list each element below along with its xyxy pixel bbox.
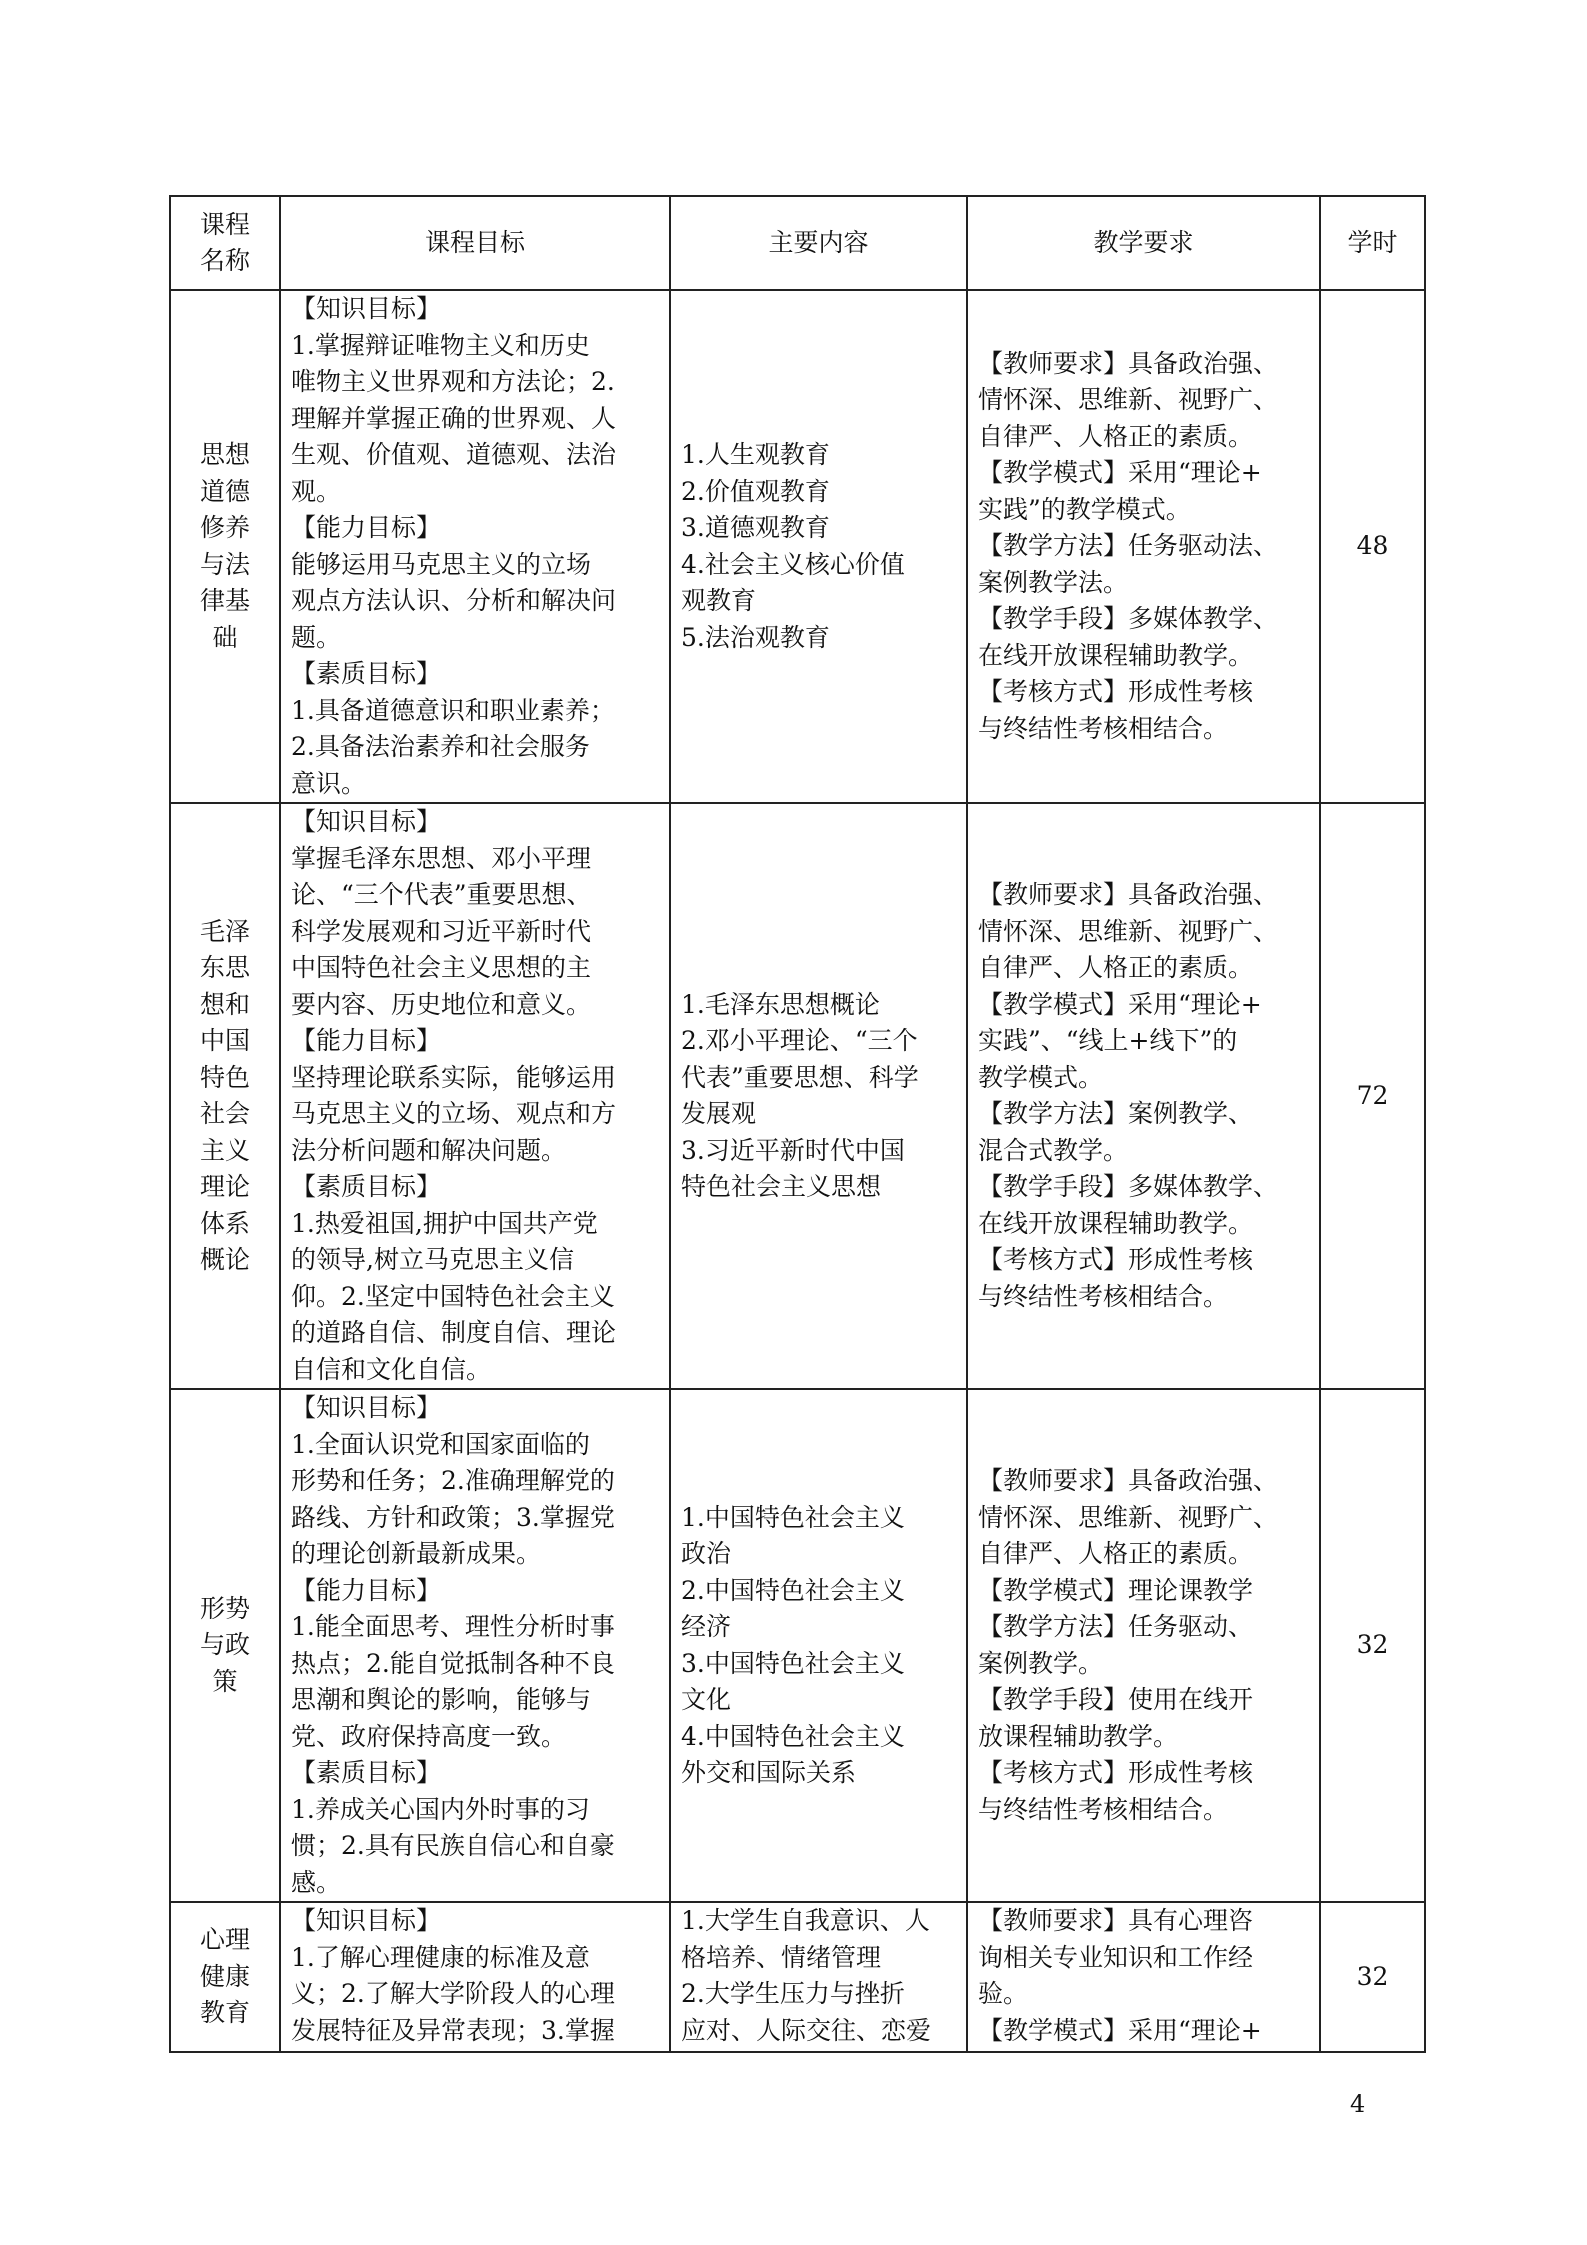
header-course-goal: 课程目标	[280, 196, 670, 290]
text-line: 4.中国特色社会主义	[681, 1721, 905, 1751]
text-line: 自律严、人格正的素质。	[978, 421, 1254, 451]
text-line: 1.了解心理健康的标准及意	[291, 1942, 590, 1972]
text-line: 经济	[681, 1612, 732, 1641]
text-line: 【能力目标】	[291, 1575, 442, 1605]
text-line: 【教师要求】具备政治强、	[978, 1466, 1279, 1495]
main-content-cell	[670, 803, 967, 1389]
text-line: 案例教学法。	[978, 567, 1129, 597]
text-line: 询相关专业知识和工作经	[978, 1942, 1254, 1972]
hours-cell: 32	[1320, 1389, 1425, 1902]
text-line: 【考核方式】形成性考核	[978, 677, 1254, 707]
text-line: 在线开放课程辅助教学。	[978, 1208, 1254, 1238]
text-line: 【考核方式】形成性考核	[978, 1758, 1254, 1787]
text-line: 【教学模式】采用“理论+	[978, 989, 1262, 1019]
text-line: 2.邓小平理论、“三个	[681, 1026, 918, 1055]
text-line: 1.人生观教育	[681, 440, 830, 469]
teaching-requirements-cell	[967, 1389, 1320, 1902]
text-line: 观点方法认识、分析和解决问	[291, 586, 617, 615]
text-line: 放课程辅助教学。	[978, 1721, 1179, 1751]
text-line: 【教学模式】采用“理论+	[978, 458, 1262, 488]
page-number: 4	[1350, 2090, 1366, 2118]
text-line: 1.毛泽东思想概论	[681, 989, 880, 1019]
hours-cell: 48	[1320, 290, 1425, 803]
main-content-cell	[670, 290, 967, 803]
text-line: 热点；2.能自觉抵制各种不良	[291, 1648, 615, 1678]
course-name-cell: 心理健康教育	[170, 1902, 280, 2052]
text-line: 【教学方法】任务驱动、	[978, 1612, 1254, 1641]
text-line: 3.道德观教育	[681, 513, 830, 542]
text-line: 1.具备道德意识和职业素养；	[291, 695, 615, 725]
text-line: 形势和任务；2.准确理解党的	[291, 1466, 615, 1495]
course-goal-cell	[280, 803, 670, 1389]
text-line: 1.掌握辩证唯物主义和历史	[291, 330, 590, 360]
text-line: 【素质目标】	[291, 1758, 442, 1787]
text-line: 论、“三个代表”重要思想、	[291, 880, 592, 909]
text-line: 【教学模式】理论课教学	[978, 1575, 1254, 1605]
text-line: 混合式教学。	[978, 1135, 1129, 1165]
text-line: 情怀深、思维新、视野广、	[978, 916, 1279, 946]
text-line: 发展观	[681, 1099, 757, 1128]
text-line: 党、政府保持高度一致。	[291, 1721, 567, 1751]
text-line: 仰。2.坚定中国特色社会主义	[291, 1281, 615, 1311]
text-line: 在线开放课程辅助教学。	[978, 640, 1254, 670]
text-line: 3.习近平新时代中国	[681, 1135, 905, 1165]
hours-cell: 72	[1320, 803, 1425, 1389]
text-line: 1.中国特色社会主义	[681, 1502, 905, 1532]
header-hours: 学时	[1320, 196, 1425, 290]
text-line: 1.大学生自我意识、人	[681, 1906, 930, 1935]
text-line: 【教学手段】多媒体教学、	[978, 604, 1279, 634]
text-line: 2.中国特色社会主义	[681, 1575, 905, 1605]
text-line: 要内容、历史地位和意义。	[291, 989, 592, 1019]
text-line: 【知识目标】	[291, 1906, 442, 1935]
text-line: 【能力目标】	[291, 513, 442, 542]
course-name-cell: 思想道德修养与法律基础	[170, 290, 280, 803]
teaching-requirements-cell	[967, 290, 1320, 803]
table-header-row	[170, 196, 1425, 290]
text-line: 观。	[291, 476, 342, 506]
text-line: 外交和国际关系	[681, 1758, 857, 1787]
text-line: 题。	[291, 622, 342, 652]
header-course-name: 课程名称	[170, 196, 280, 290]
text-line: 与终结性考核相结合。	[978, 1281, 1229, 1311]
text-line: 义；2.了解大学阶段人的心理	[291, 1979, 615, 2008]
table-row	[170, 1902, 1425, 2052]
text-line: 应对、人际交往、恋爱	[681, 2015, 932, 2045]
text-line: 案例教学。	[978, 1648, 1104, 1678]
header-teaching-requirements: 教学要求	[967, 196, 1320, 290]
text-line: 4.社会主义核心价值	[681, 549, 905, 579]
main-content-cell	[670, 1389, 967, 1902]
text-line: 情怀深、思维新、视野广、	[978, 385, 1279, 415]
text-line: 验。	[978, 1979, 1029, 2008]
course-name-cell: 形势与政策	[170, 1389, 280, 1902]
table-row	[170, 803, 1425, 1389]
text-line: 的领导,树立马克思主义信	[291, 1245, 574, 1274]
main-content-cell	[670, 1902, 967, 2052]
hours-cell: 32	[1320, 1902, 1425, 2052]
text-line: 【教学手段】使用在线开	[978, 1685, 1254, 1714]
text-line: 法分析问题和解决问题。	[291, 1135, 567, 1165]
text-line: 【教师要求】具有心理咨	[978, 1906, 1254, 1935]
text-line: 科学发展观和习近平新时代	[291, 916, 592, 946]
text-line: 的道路自信、制度自信、理论	[291, 1318, 617, 1347]
text-line: 2.大学生压力与挫折	[681, 1979, 905, 2008]
text-line: 2.具备法治素养和社会服务	[291, 732, 590, 761]
text-line: 1.热爱祖国,拥护中国共产党	[291, 1208, 598, 1238]
text-line: 观教育	[681, 586, 757, 615]
text-line: 中国特色社会主义思想的主	[291, 953, 592, 982]
text-line: 政治	[681, 1539, 732, 1568]
text-line: 格培养、情绪管理	[681, 1942, 882, 1972]
table-row	[170, 1389, 1425, 1902]
course-goal-cell	[280, 1902, 670, 2052]
text-line: 马克思主义的立场、观点和方	[291, 1099, 617, 1128]
text-line: 实践”的教学模式。	[978, 494, 1191, 524]
course-table	[169, 195, 1426, 2053]
text-line: 自律严、人格正的素质。	[978, 953, 1254, 982]
text-line: 感。	[291, 1867, 342, 1897]
teaching-requirements-cell	[967, 1902, 1320, 2052]
text-line: 与终结性考核相结合。	[978, 713, 1229, 743]
text-line: 掌握毛泽东思想、邓小平理	[291, 843, 592, 873]
text-line: 3.中国特色社会主义	[681, 1648, 905, 1678]
text-line: 【教师要求】具备政治强、	[978, 348, 1279, 378]
text-line: 意识。	[291, 768, 367, 798]
table-row	[170, 290, 1425, 803]
text-line: 的理论创新最新成果。	[291, 1539, 542, 1568]
text-line: 理解并掌握正确的世界观、人	[291, 403, 617, 433]
text-line: 5.法治观教育	[681, 622, 830, 652]
teaching-requirements-cell	[967, 803, 1320, 1389]
text-line: 坚持理论联系实际，能够运用	[291, 1062, 617, 1092]
text-line: 教学模式。	[978, 1062, 1104, 1092]
text-line: 思潮和舆论的影响，能够与	[291, 1685, 592, 1714]
text-line: 1.养成关心国内外时事的习	[291, 1794, 590, 1824]
text-line: 【教学模式】采用“理论+	[978, 2015, 1262, 2045]
text-line: 1.能全面思考、理性分析时事	[291, 1612, 615, 1641]
text-line: 【知识目标】	[291, 1393, 442, 1422]
text-line: 文化	[681, 1685, 732, 1714]
text-line: 与终结性考核相结合。	[978, 1794, 1229, 1824]
course-goal-cell	[280, 290, 670, 803]
text-line: 【能力目标】	[291, 1026, 442, 1055]
text-line: 惯；2.具有民族自信心和自豪	[291, 1831, 615, 1860]
text-line: 唯物主义世界观和方法论；2.	[291, 367, 615, 396]
text-line: 【教师要求】具备政治强、	[978, 880, 1279, 909]
text-line: 【教学手段】多媒体教学、	[978, 1172, 1279, 1201]
text-line: 实践”、“线上+线下”的	[978, 1026, 1238, 1055]
text-line: 自律严、人格正的素质。	[978, 1539, 1254, 1568]
text-line: 自信和文化自信。	[291, 1354, 492, 1384]
course-name-cell: 毛泽东思想和中国特色社会主义理论体系概论	[170, 803, 280, 1389]
text-line: 2.价值观教育	[681, 476, 830, 506]
text-line: 情怀深、思维新、视野广、	[978, 1502, 1279, 1532]
text-line: 特色社会主义思想	[681, 1172, 882, 1201]
text-line: 代表”重要思想、科学	[681, 1062, 919, 1092]
header-main-content: 主要内容	[670, 196, 967, 290]
text-line: 【教学方法】任务驱动法、	[978, 531, 1279, 561]
text-line: 【素质目标】	[291, 659, 442, 688]
text-line: 【知识目标】	[291, 294, 442, 323]
text-line: 1.全面认识党和国家面临的	[291, 1429, 590, 1459]
text-line: 能够运用马克思主义的立场	[291, 549, 592, 579]
course-goal-cell	[280, 1389, 670, 1902]
text-line: 【素质目标】	[291, 1172, 442, 1201]
text-line: 发展特征及异常表现；3.掌握	[291, 2015, 615, 2045]
text-line: 【知识目标】	[291, 807, 442, 836]
text-line: 【教学方法】案例教学、	[978, 1099, 1254, 1128]
text-line: 路线、方针和政策；3.掌握党	[291, 1502, 615, 1532]
text-line: 【考核方式】形成性考核	[978, 1245, 1254, 1274]
text-line: 生观、价值观、道德观、法治	[291, 440, 617, 469]
